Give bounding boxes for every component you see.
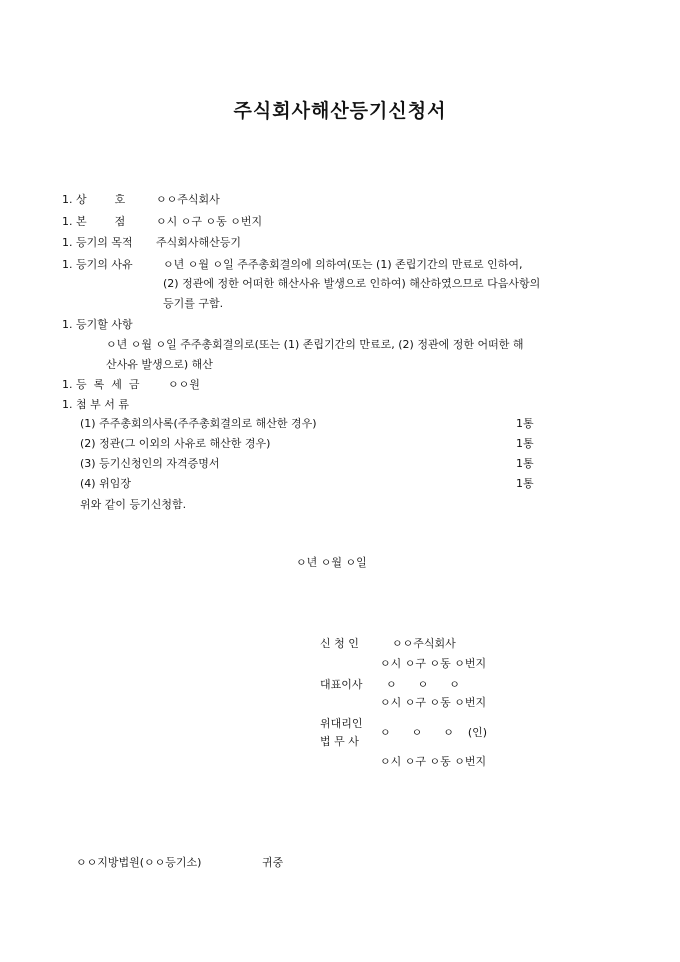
matters-label: 등기할 사항 [76, 318, 133, 331]
attachment-count: 1통 [516, 457, 534, 470]
court-suffix: 귀중 [262, 856, 284, 869]
purpose-label: 등기의 목적 [76, 236, 133, 249]
item-number: 1. [62, 378, 73, 391]
agent-address: ㅇ시 ㅇ구 ㅇ동 ㅇ번지 [380, 755, 487, 768]
attachment-count: 1통 [516, 437, 534, 450]
item-number: 1. [62, 318, 73, 331]
applicant-label: 신 청 인 [320, 637, 359, 650]
trade-name-label: 상 호 [76, 193, 126, 206]
document-title: 주식회사해산등기신청서 [233, 100, 447, 122]
item-number: 1. [62, 215, 73, 228]
closing-statement: 위와 같이 등기신청함. [80, 498, 187, 511]
reason-text-line: 등기를 구함. [163, 297, 224, 310]
agent-name-seal: ㅇ ㅇ ㅇ (인) [380, 726, 488, 739]
applicant-company: ㅇㅇ주식회사 [392, 637, 456, 650]
attachment-name: (4) 위임장 [80, 477, 131, 490]
attachment-name: (2) 정관(그 이외의 사유로 해산한 경우) [80, 437, 271, 450]
item-number: 1. [62, 398, 73, 411]
applicant-company-address: ㅇ시 ㅇ구 ㅇ동 ㅇ번지 [380, 657, 487, 670]
matters-text-line: 산사유 발생으로) 해산 [106, 358, 213, 371]
item-number: 1. [62, 193, 73, 206]
attachment-name: (3) 등기신청인의 자격증명서 [80, 457, 220, 470]
agent-label: 위대리인 [320, 717, 363, 730]
reason-label: 등기의 사유 [76, 258, 133, 271]
application-date: ㅇ년 ㅇ월 ㅇ일 [296, 556, 367, 569]
purpose-value: 주식회사해산등기 [156, 236, 242, 249]
head-office-label: 본 점 [76, 215, 126, 228]
trade-name-value: ㅇㅇ주식회사 [156, 193, 220, 206]
representative-address: ㅇ시 ㅇ구 ㅇ동 ㅇ번지 [380, 696, 487, 709]
attachment-count: 1통 [516, 417, 534, 430]
agent-label: 법 무 사 [320, 735, 359, 748]
representative-name: ㅇ ㅇ ㅇ [386, 678, 460, 691]
attachment-count: 1통 [516, 477, 534, 490]
court-name: ㅇㅇ지방법원(ㅇㅇ등기소) [76, 856, 202, 869]
tax-label: 등 록 세 금 [76, 378, 140, 391]
item-number: 1. [62, 258, 73, 271]
attachments-label: 첨 부 서 류 [76, 398, 129, 411]
representative-label: 대표이사 [320, 678, 363, 691]
reason-text-line: ㅇ년 ㅇ월 ㅇ일 주주총회결의에 의하여(또는 (1) 존립기간의 만료로 인하여, [163, 258, 523, 271]
matters-text-line: ㅇ년 ㅇ월 ㅇ일 주주총회결의로(또는 (1) 존립기간의 만료로, (2) 정관에 정한 어떠한 해 [106, 338, 524, 351]
item-number: 1. [62, 236, 73, 249]
head-office-value: ㅇ시 ㅇ구 ㅇ동 ㅇ번지 [156, 215, 263, 228]
tax-value: ㅇㅇ원 [168, 378, 200, 391]
reason-text-line: (2) 정관에 정한 어떠한 해산사유 발생으로 인하여) 해산하였으므로 다음사항의 [163, 277, 541, 290]
attachment-name: (1) 주주총회의사록(주주총회결의로 해산한 경우) [80, 417, 317, 430]
